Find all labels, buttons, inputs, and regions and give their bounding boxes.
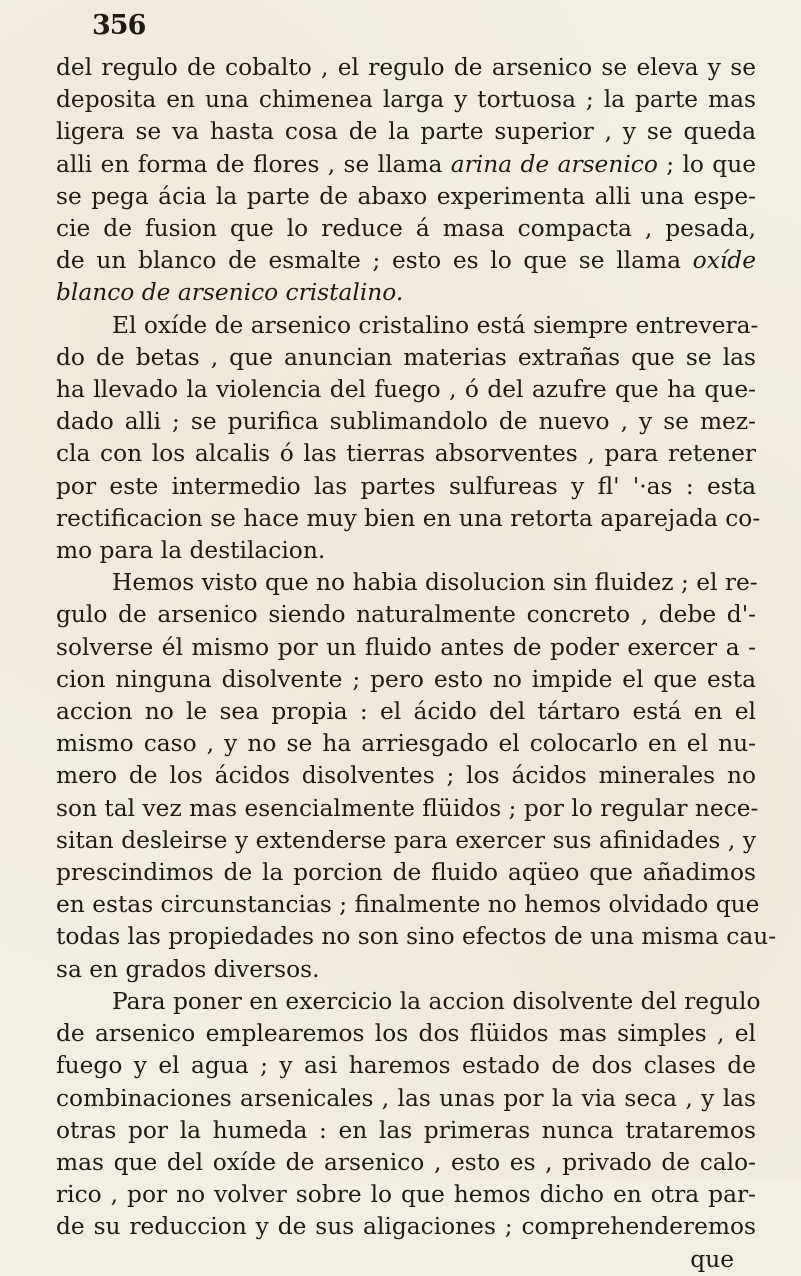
text-line: combinaciones arsenicales , las unas por la via seca , y las xyxy=(56,1084,756,1112)
text-line: de arsenico emplearemos los dos flüidos mas simples , el xyxy=(56,1020,756,1048)
text-line: solverse él mismo por un fluido antes de poder exercer a - xyxy=(56,633,756,661)
paragraph xyxy=(56,52,756,310)
paragraph xyxy=(56,310,761,568)
text-line: rectificacion se hace muy bien en una retorta aparejada co- xyxy=(56,504,761,532)
text-line: de un blanco de esmalte ; esto es lo que se llama oxíde xyxy=(56,247,756,275)
text-line: sitan desleirse y extenderse para exercer sus afinidades , y xyxy=(56,826,756,854)
text-line: gulo de arsenico siendo naturalmente concreto , debe d'- xyxy=(56,601,756,629)
text-line: de su reduccion y de sus aligaciones ; comprehenderemos xyxy=(56,1213,756,1241)
text-line: dado alli ; se purifica sublimandolo de nuevo , y se mez- xyxy=(56,408,756,436)
text-line: mismo caso , y no se ha arriesgado el colocarlo en el nu- xyxy=(56,730,756,758)
text-line: alli en forma de flores , se llama arina de arsenico ; lo que xyxy=(56,150,757,178)
text-line: prescindimos de la porcion de fluido aqüeo que añadimos xyxy=(56,859,756,887)
text-line: todas las propiedades no son sino efectos de una misma cau- xyxy=(56,923,777,951)
body-text xyxy=(56,52,777,1276)
text-line: blanco de arsenico cristalino. xyxy=(56,279,404,307)
paragraph xyxy=(56,986,761,1244)
text-line: en estas circunstancias ; finalmente no hemos olvidado que xyxy=(56,891,760,919)
text-line: rico , por no volver sobre lo que hemos dicho en otra par- xyxy=(56,1181,756,1209)
text-line: sa en grados diversos. xyxy=(56,955,320,983)
paragraph xyxy=(56,567,777,986)
text-line: cion ninguna disolvente ; pero esto no impide el que esta xyxy=(56,665,756,693)
text-line: mero de los ácidos disolventes ; los ácidos minerales no xyxy=(56,762,756,790)
text-line: por este intermedio las partes sulfureas y fl' '·as : esta xyxy=(56,472,756,500)
text-line: deposita en una chimenea larga y tortuosa ; la parte mas xyxy=(56,86,756,114)
text-line: mas que del oxíde de arsenico , esto es , privado de calo- xyxy=(56,1148,756,1176)
catchword: que xyxy=(690,1245,734,1273)
text-line: accion no le sea propia : el ácido del tártaro está en el xyxy=(56,698,756,726)
text-line: cla con los alcalis ó las tierras absorventes , para retener xyxy=(56,440,756,468)
text-line: Para poner en exercicio la accion disolvente del regulo xyxy=(112,987,761,1015)
text-line: del regulo de cobalto , el regulo de arsenico se eleva y se xyxy=(56,54,756,81)
text-line: El oxíde de arsenico cristalino está siempre entrevera- xyxy=(112,311,759,339)
page-number: 356 xyxy=(92,10,146,41)
text-line: otras por la humeda : en las primeras nunca trataremos xyxy=(56,1116,756,1144)
text-line: mo para la destilacion. xyxy=(56,537,326,565)
text-line: Hemos visto que no habia disolucion sin fluidez ; el re- xyxy=(112,569,758,597)
text-line: fuego y el agua ; y asi haremos estado de dos clases de xyxy=(56,1052,756,1080)
text-line: son tal vez mas esencialmente flüidos ; por lo regular nece- xyxy=(56,794,759,822)
text-line: ligera se va hasta cosa de la parte superior , y se queda xyxy=(56,118,756,146)
text-line: cie de fusion que lo reduce á masa compacta , pesada, xyxy=(56,215,756,243)
text-line: do de betas , que anuncian materias extrañas que se las xyxy=(56,343,756,371)
text-line: ha llevado la violencia del fuego , ó del azufre que ha que- xyxy=(56,376,756,404)
text-line: se pega ácia la parte de abaxo experimenta alli una espe- xyxy=(56,182,756,210)
